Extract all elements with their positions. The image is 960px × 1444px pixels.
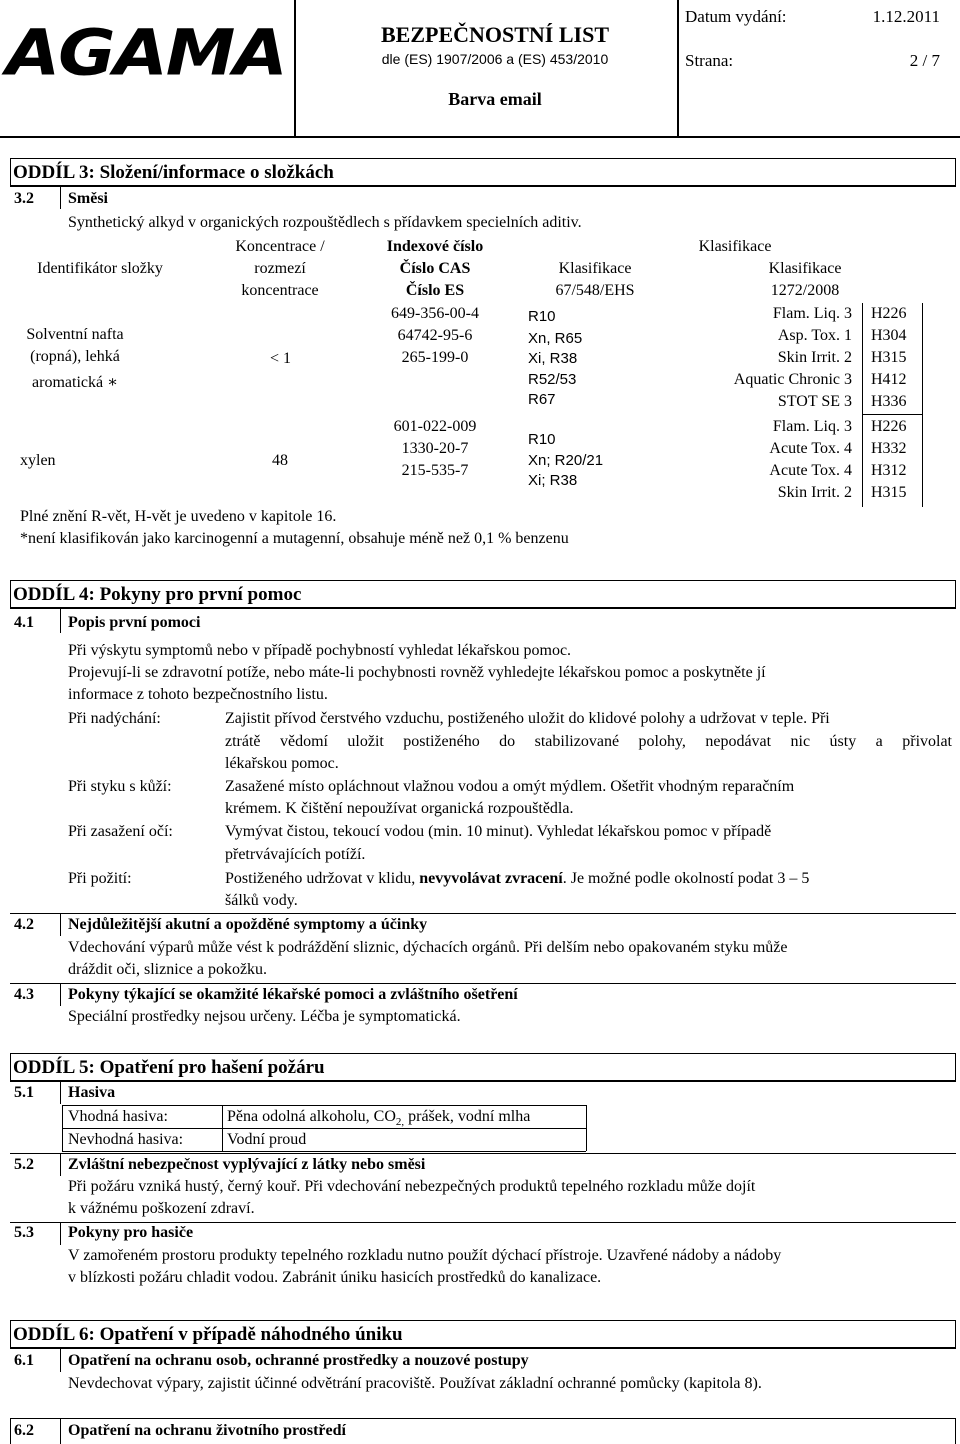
regulation-text: dle (ES) 1907/2006 a (ES) 453/2010 [381,51,609,67]
column-header-concentration: rozmezí [254,260,306,277]
index-number: 601-022-009 [393,418,477,435]
divider [862,303,863,507]
inhalation-text: Zajistit přívod čerstvého vzduchu, postiženého uložit do klidové polohy a udržovat v teple. Při [225,710,830,727]
subsection-title: Opatření na ochranu osob, ochranné prostředky a nouzové postupy [68,1352,529,1369]
component-name: xylen [20,452,56,469]
r-phrase: R10 [528,431,556,448]
footnote: *není klasifikován jako karcinogenní a mutagenní, obsahuje méně než 0,1 % benzenu [20,530,569,547]
hazard-class: Flam. Liq. 3 [772,305,852,322]
hazard-class: Acute Tox. 4 [769,462,852,479]
skin-contact-label: Při styku s kůží: [68,778,172,795]
symptoms-text: Vdechování výparů může vést k podráždění sliznic, dýchacích orgánů. Při delším nebo opakovaném styku může [68,939,788,956]
hazard-class: Skin Irrit. 2 [777,484,852,501]
skin-contact-text: krémem. K čištění nepoužívat organická rozpouštědla. [225,800,574,817]
subsection-number: 6.2 [14,1422,34,1439]
hazard-class: Skin Irrit. 2 [777,349,852,366]
footnote: Plné znění R-vět, H-vět je uvedeno v kapitole 16. [20,508,337,525]
unsuitable-media-value: Vodní proud [227,1131,307,1148]
divider [586,1105,587,1151]
r-phrase: Xn, R65 [528,330,583,347]
concentration-value: 48 [272,452,288,469]
r-phrase: Xn; R20/21 [528,452,604,469]
column-header-cas: Číslo CAS [399,260,471,277]
product-name: Barva email [448,89,542,109]
divider [60,1418,61,1444]
cas-number: 1330-20-7 [401,440,469,457]
first-aid-text: Projevují-li se zdravotní potíže, nebo máte-li pochybnosti rovněž vyhledejte lékařskou pomoc a poskytněte jí [68,664,766,681]
column-header-1272: 1272/2008 [770,282,840,299]
divider [60,1349,61,1372]
divider [60,1153,61,1176]
subsection-title: Opatření na ochranu životního prostředí [68,1422,346,1439]
divider [10,1418,11,1444]
subsection-number: 5.3 [14,1224,34,1241]
divider [955,1418,956,1444]
h-statement: H304 [871,327,907,344]
document-title: BEZPEČNOSTNÍ LIST [380,22,610,47]
r-phrase: Xi; R38 [528,472,578,489]
ingestion-text-part: . Je možné podle okolností podat 3 – 5 [562,870,810,887]
skin-contact-text: Zasažené místo opláchnout vlažnou vodou a omýt mýdlem. Ošetřit vhodným reparačním [225,778,795,795]
column-header-classification: Klasifikace [698,238,772,255]
divider [60,983,61,1006]
eye-contact-label: Při zasažení očí: [68,823,173,840]
issue-date-label: Datum vydání: [685,7,787,26]
suitable-media-text: Pěna odolná alkoholu, CO [227,1108,396,1125]
personal-precautions-text: Nevdechovat výpary, zajistit účinné odvětrání pracoviště. Používat základní ochranné pomůcky (kapitola 8). [68,1375,762,1392]
hazard-class: STOT SE 3 [777,393,852,410]
index-number: 649-356-00-4 [391,305,479,322]
subsection-number: 5.2 [14,1156,34,1173]
subsection-number: 4.2 [14,916,34,933]
concentration-value: < 1 [270,350,292,367]
r-phrase: Xi, R38 [528,350,578,367]
h-statement: H226 [871,418,907,435]
hazard-class: Asp. Tox. 1 [777,327,852,344]
firefighter-text: v blízkosti požáru chladit vodou. Zabránit úniku hasicích prostředků do kanalizace. [68,1269,602,1286]
divider [60,1081,61,1104]
h-statement: H315 [871,484,907,501]
ingestion-text [225,868,809,890]
column-header-67-548: Klasifikace [558,260,632,277]
page-label: Strana: [685,51,734,70]
ingestion-text: šálků vody. [225,892,298,909]
first-aid-text: informace z tohoto bezpečnostního listu. [68,686,328,703]
subsection-title: Směsi [68,190,108,207]
h-statement: H332 [871,440,907,457]
component-name: Solventní nafta [26,326,124,343]
divider [62,1151,586,1152]
h-statement: H336 [871,393,907,410]
r-phrase: R67 [528,391,556,408]
hazard-class: Flam. Liq. 3 [772,418,852,435]
h-statement: H412 [871,371,907,388]
medical-treatment-text: Speciální prostředky nejsou určeny. Léčba je symptomatická. [68,1008,461,1025]
section-4-title: ODDÍL 4: Pokyny pro první pomoc [10,580,956,608]
column-header-67-548: 67/548/EHS [555,282,635,299]
special-hazard-text: k vážnému poškození zdraví. [68,1200,255,1217]
company-logo: AGAMA [6,16,286,90]
section-6-title: ODDÍL 6: Opatření v případě náhodného úniku [10,1320,956,1348]
divider [10,608,956,609]
subscript: 2, [395,1116,405,1129]
component-name: aromatická ∗ [32,374,118,391]
column-header-index: Indexové číslo [386,238,484,255]
ingestion-warning: nevyvolávat zvracení [419,870,563,887]
r-phrase: R52/53 [528,371,577,388]
document-header [0,0,960,138]
subsection-title: Pokyny pro hasiče [68,1224,194,1241]
subsection-title: Hasiva [68,1084,116,1101]
suitable-media-label: Vhodná hasiva: [68,1108,168,1125]
ingestion-text-part: Postiženého udržovat v klidu, [225,870,420,887]
subsection-number: 4.1 [14,614,34,631]
column-header-concentration: koncentrace [241,282,319,299]
suitable-media-text: prášek, vodní mlha [404,1108,531,1125]
divider [10,1348,956,1349]
column-header-es: Číslo ES [405,282,465,299]
divider [60,913,61,936]
component-name: (ropná), lehká [30,348,120,365]
divider [10,1418,956,1419]
suitable-media-value [227,1106,530,1128]
eye-contact-text: Vymývat čistou, tekoucí vodou (min. 10 minut). Vyhledat lékařskou pomoc v případě [225,823,772,840]
subsection-title: Nejdůležitější akutní a opožděné symptomy a účinky [68,916,428,933]
divider [60,609,61,633]
cas-number: 64742-95-6 [397,327,473,344]
subsection-number: 4.3 [14,986,34,1003]
hazard-class: Acute Tox. 4 [769,440,852,457]
eye-contact-text: přetrvávajících potíží. [225,846,366,863]
symptoms-text: dráždit oči, sliznice a pokožku. [68,961,268,978]
h-statement: H312 [871,462,907,479]
h-statement: H315 [871,349,907,366]
inhalation-text: lékařskou pomoc. [225,755,339,772]
issue-date-value: 1.12.2011 [872,7,940,26]
divider [862,414,922,415]
subsection-title: Pokyny týkající se okamžité lékařské pomoci a zvláštního ošetření [68,986,518,1003]
subsection-number: 3.2 [14,190,34,207]
divider [60,187,61,209]
header-divider [294,0,296,138]
inhalation-label: Při nadýchání: [68,710,161,727]
subsection-number: 5.1 [14,1084,34,1101]
hazard-class: Aquatic Chronic 3 [733,371,852,388]
special-hazard-text: Při požáru vzniká hustý, černý kouř. Při vdechování nebezpečných produktů tepelného rozkladu může dojít [68,1178,756,1195]
section-5-title: ODDÍL 5: Opatření pro hašení požáru [10,1053,956,1081]
subsection-title: Popis první pomoci [68,614,201,631]
page-number: 2 / 7 [909,51,940,70]
column-header-identifier: Identifikátor složky [37,260,163,277]
ingestion-label: Při požití: [68,870,132,887]
divider [62,1105,63,1151]
mixture-description: Synthetický alkyd v organických rozpouštědlech s přídavkem specielních aditiv. [68,214,582,231]
unsuitable-media-label: Nevhodná hasiva: [68,1131,184,1148]
first-aid-text: Při výskytu symptomů nebo v případě pochybností vyhledat lékařskou pomoc. [68,642,572,659]
divider [10,1081,956,1082]
r-phrase: R10 [528,308,556,325]
column-header-concentration: Koncentrace / [235,238,325,255]
column-header-1272: Klasifikace [768,260,842,277]
inhalation-text: ztrátě vědomí uložit postiženého do stabilizované polohy, nepodávat nic ústy a přivolat [225,733,952,750]
divider [222,1105,223,1151]
divider [60,1222,61,1245]
es-number: 265-199-0 [401,349,469,366]
section-3-title: ODDÍL 3: Složení/informace o složkách [10,158,956,186]
h-statement: H226 [871,305,907,322]
es-number: 215-535-7 [401,462,469,479]
divider [922,303,923,507]
subsection-number: 6.1 [14,1352,34,1369]
firefighter-text: V zamořeném prostoru produkty tepelného rozkladu nutno použít dýchací přístroje. Uzavřené nádoby a nádoby [68,1247,782,1264]
subsection-title: Zvláštní nebezpečnost vyplývající z látky nebo směsi [68,1156,426,1173]
divider [10,186,956,187]
